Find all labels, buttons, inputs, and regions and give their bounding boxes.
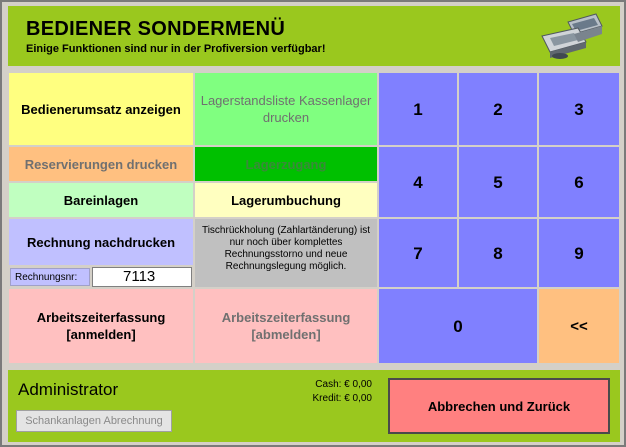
page-title: BEDIENER SONDERMENÜ — [26, 18, 286, 40]
rechnungsnr-label: Rechnungsnr: — [10, 268, 90, 286]
rechnungsnr-field[interactable]: 7113 — [92, 267, 192, 287]
kredit-value: Kredit: € 0,00 — [312, 393, 372, 404]
keypad-2[interactable]: 2 — [458, 72, 538, 146]
bareinlagen-button[interactable]: Bareinlagen — [8, 182, 194, 218]
cash-register-icon — [538, 12, 604, 62]
cancel-button[interactable]: Abbrechen und Zurück — [388, 378, 610, 434]
arbeitszeit-abmelden-button[interactable]: Arbeitszeiterfassung [abmelden] — [194, 288, 378, 364]
info-text: Tischrückholung (Zahlartänderung) ist nur noch über komplettes Rechnungsstorno und neue Rechnungslegung möglich. — [194, 218, 378, 288]
footer-bar — [8, 370, 620, 442]
header-bar — [8, 6, 620, 66]
rechnungsnr-row — [8, 266, 194, 288]
lagerumbuchung-button[interactable]: Lagerumbuchung — [194, 182, 378, 218]
keypad-0[interactable]: 0 — [378, 288, 538, 364]
keypad-8[interactable]: 8 — [458, 218, 538, 288]
keypad-3[interactable]: 3 — [538, 72, 620, 146]
keypad-9[interactable]: 9 — [538, 218, 620, 288]
backspace-button[interactable]: << — [538, 288, 620, 364]
lagerstandsliste-button[interactable]: Lagerstandsliste Kassenlager drucken — [194, 72, 378, 146]
function-grid — [8, 72, 620, 364]
cash-value: Cash: € 0,00 — [315, 379, 372, 390]
bedienerumsatz-button[interactable]: Bedienerumsatz anzeigen — [8, 72, 194, 146]
keypad-1[interactable]: 1 — [378, 72, 458, 146]
balance-info — [294, 378, 372, 406]
arbeitszeit-anmelden-button[interactable]: Arbeitszeiterfassung [anmelden] — [8, 288, 194, 364]
lagerzugang-button[interactable]: Lagerzugang — [194, 146, 378, 182]
rechnung-nachdrucken-button[interactable]: Rechnung nachdrucken — [8, 218, 194, 266]
reservierungen-button[interactable]: Reservierungen drucken — [8, 146, 194, 182]
page-subtitle: Einige Funktionen sind nur in der Profiversion verfügbar! — [26, 43, 326, 55]
keypad-5[interactable]: 5 — [458, 146, 538, 218]
keypad-6[interactable]: 6 — [538, 146, 620, 218]
user-name: Administrator — [18, 380, 119, 399]
keypad-4[interactable]: 4 — [378, 146, 458, 218]
keypad-7[interactable]: 7 — [378, 218, 458, 288]
schankanlagen-button[interactable]: Schankanlagen Abrechnung — [16, 410, 172, 432]
